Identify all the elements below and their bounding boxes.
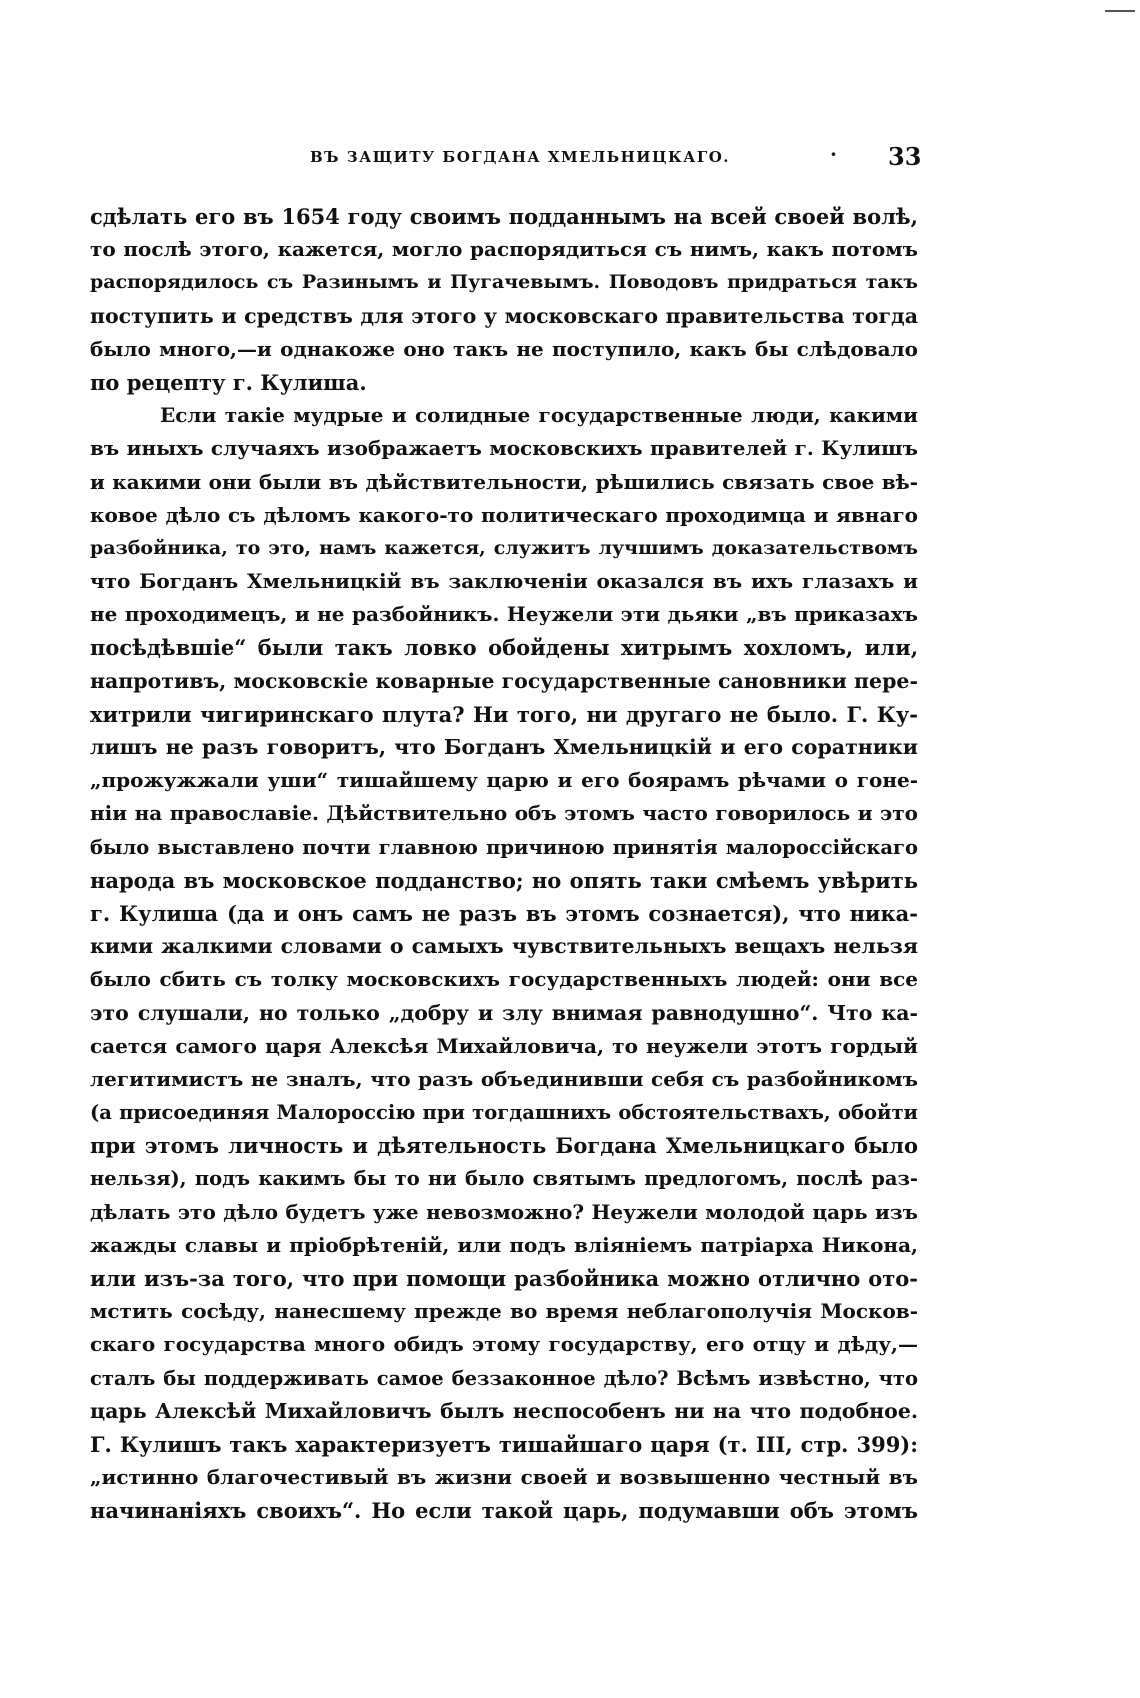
text-line: сдѣлать его въ 1654 году своимъ подданнымъ на всей своей волѣ, (90, 204, 918, 229)
text-line: было много,—и однакоже оно такъ не поступило, какъ бы слѣдовало (90, 336, 918, 361)
text-line: было выставлено почти главною причиною принятія малороссійскаго (90, 835, 918, 859)
text-line: въ иныхъ случаяхъ изображаетъ московскихъ правителей г. Кулишъ (90, 436, 918, 461)
text-line: это слушали, но только „добру и злу внимая равнодушно“. Что ка- (90, 1000, 918, 1025)
text-line: сталъ бы поддерживать самое беззаконное дѣло? Всѣмъ извѣстно, что (90, 1366, 918, 1390)
text-line: жажды славы и пріобрѣтеній, или подъ вліяніемъ патріарха Никона, (90, 1232, 918, 1257)
text-line: при этомъ личность и дѣятельность Богдана Хмельницкаго было (90, 1133, 918, 1159)
text-line: ніи на православіе. Дѣйствительно объ этомъ часто говорилось и это (90, 801, 918, 826)
text-line: скаго государства много обидъ этому государству, его отцу и дѣду,— (90, 1332, 918, 1357)
text-line: что Богданъ Хмельницкій въ заключеніи оказался въ ихъ глазахъ и (90, 569, 918, 594)
text-line: нельзя), подъ какимъ бы то ни было святымъ предлогомъ, послѣ раз- (90, 1167, 918, 1191)
text-line: и какими они были въ дѣйствительности, рѣшились связать свое вѣ- (90, 469, 918, 494)
text-line: ковое дѣло съ дѣломъ какого-то политическаго проходимца и явнаго (90, 502, 918, 527)
text-line: лишъ не разъ говоритъ, что Богданъ Хмельницкій и его соратники (90, 735, 918, 759)
text-line: „прожужжали уши“ тишайшему царю и его боярамъ рѣчами о гоне- (90, 768, 918, 793)
scan-edge-mark (1105, 10, 1135, 12)
text-line: мстить сосѣду, нанесшему прежде во время неблагополучія Москов- (90, 1299, 918, 1324)
text-line: или изъ-за того, что при помощи разбойника можно отлично ото- (90, 1266, 918, 1291)
paragraph-first-line: Если такіе мудрые и солидные государственные люди, какими (160, 403, 918, 428)
text-line: царь Алексѣй Михайловичъ былъ неспособенъ ни на что подобное. (90, 1398, 918, 1423)
text-line: г. Кулиша (да и онъ самъ не разъ въ этомъ сознается), что ника- (90, 900, 918, 926)
text-line: народа въ московское подданство; но опять таки смѣемъ увѣрить (90, 867, 918, 893)
page-header (90, 142, 920, 172)
text-line: Г. Кулишъ такъ характеризуетъ тишайшаго царя (т. III, стр. 399): (90, 1431, 918, 1457)
text-line: дѣлать это дѣло будетъ уже невозможно? Неужели молодой царь изъ (90, 1199, 918, 1224)
text-line: кими жалкими словами о самыхъ чувствительныхъ вещахъ нельзя (90, 934, 918, 959)
text-line: „истинно благочестивый въ жизни своей и возвышенно честный въ (90, 1465, 918, 1490)
text-line: посѣдѣвшіе“ были такъ ловко обойдены хитрымъ хохломъ, или, (90, 635, 918, 661)
running-title: ВЪ ЗАЩИТУ БОГДАНА ХМЕЛЬНИЦКАГО. (310, 148, 730, 166)
text-line: не проходимецъ, и не разбойникъ. Неужели эти дьяки „въ приказахъ (90, 602, 918, 627)
body-text (90, 200, 918, 1528)
text-line: разбойника, то это, намъ кажется, служитъ лучшимъ доказательствомъ (90, 536, 918, 559)
text-line: сается самого царя Алексѣя Михайловича, то неужели этотъ гордый (90, 1033, 918, 1058)
page-number: 33 (888, 142, 922, 171)
text-line: (а присоединяя Малороссію при тогдашнихъ обстоятельствахъ, обойти (90, 1101, 918, 1125)
text-line: начинаніяхъ своихъ“. Но если такой царь, подумавши объ этомъ (90, 1498, 918, 1524)
header-dot: · (830, 142, 837, 166)
text-line: хитрили чигиринскаго плута? Ни того, ни другаго не было. Г. Ку- (90, 701, 918, 727)
text-line: распорядилось съ Разинымъ и Пугачевымъ. Поводовъ придраться такъ (90, 271, 918, 294)
text-line: напротивъ, московскіе коварные государственные сановники пере- (90, 668, 918, 693)
text-line: то послѣ этого, кажется, могло распорядиться съ нимъ, какъ потомъ (90, 237, 918, 262)
text-line: было сбить съ толку московскихъ государственныхъ людей: они все (90, 967, 918, 992)
text-line: поступить и средствъ для этого у московскаго правительства тогда (90, 303, 918, 328)
text-line: легитимистъ не зналъ, что разъ объединивши себя съ разбойникомъ (90, 1066, 918, 1091)
paragraph-end-line: по рецепту г. Кулиша. (90, 369, 367, 395)
